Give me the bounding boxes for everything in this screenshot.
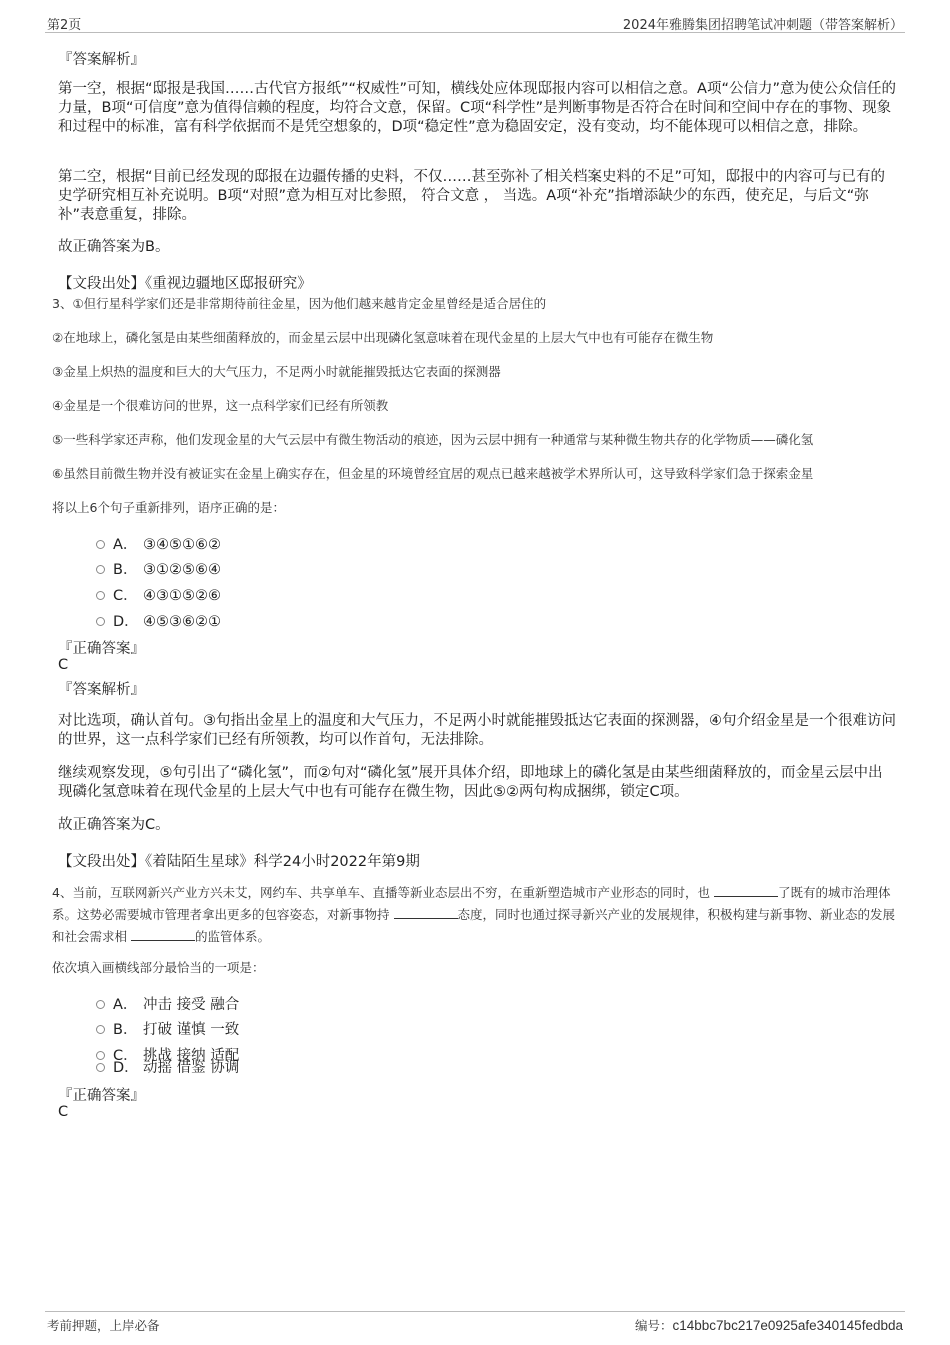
page-header [45,14,905,33]
q3-sentence-2: ②在地球上，磷化氢是由某些细菌释放的，而金星云层中出现磷化氢意味着在现代金星的上层大气中也有可能存在微生物 [52,330,714,345]
radio-button[interactable] [96,1000,105,1009]
q3-sentence-4: ④金星是一个很难访问的世界，这一点科学家们已经有所领教 [52,398,389,413]
q4-stem-part-1: 4、当前，互联网新兴产业方兴未艾，网约车、共享单车、直播等新业态层出不穷，在重新塑造城市产业形态的同时，也 [52,885,710,900]
q3-answer-label: 『正确答案』 [58,641,145,657]
q4-answer: C [58,1104,69,1120]
q3-answer: C [58,657,69,673]
q4-blank-1 [714,885,778,897]
q2-analysis-para-2: 第二空，根据“目前已经发现的邸报在边疆传播的史料，不仅……甚至弥补了相关档案史料的不足”可知，邸报中的内容可与已有的史学研究相互补充说明。B项“对照”意为相互对比参照， 符合文意 ， 当选。A项“补充”指增添缺少的东西，使充足，与后文“弥补”表意重复，排除。 [58,169,886,223]
q3-option-b[interactable]: B． ③①②⑤⑥④ [96,558,221,578]
q3-analysis-label: 『答案解析』 [58,682,145,698]
q3-conclusion: 故正确答案为C。 [58,817,170,833]
document-title: 2024年雅腾集团招聘笔试冲刺题（带答案解析） [622,18,903,33]
q2-analysis-para-1: 第一空，根据“邸报是我国……古代官方报纸”“权威性”可知，横线处应体现邸报内容可以相信之意。A项“公信力”意为使公众信任的力量，B项“可信度”意为值得信赖的程度，均符合文意，保留。C项“科学性”是判断事物是否符合在时间和空间中存在的事物、现象和过程中的标准，富有科学依据而不是凭空想象的，D项“稳定性”意为稳固安定，没有变动，均不能体现可以相信之意，排除。 [58,81,896,135]
q2-conclusion: 故正确答案为B。 [58,239,170,255]
q4-stem-part-3: 态度，同时也通过探寻新兴产业的发展规律，积极构建与新事物、新业态的发展和社会需求相 [52,907,896,944]
q3-source: 【文段出处】《着陆陌生星球》科学24小时2022年第9期 [58,854,420,870]
footer-slogan: 考前押题，上岸必备 [47,1318,160,1333]
q4-stem-part-4: 的监管体系。 [195,929,271,944]
radio-button[interactable] [96,591,105,600]
q3-sentence-1: 3、①但行星科学家们还是非常期待前往金星，因为他们越来越肯定金星曾经是适合居住的 [52,296,547,311]
q4-blank-3 [131,929,195,941]
page-number: 第2页 [47,18,82,33]
q4-prompt: 依次填入画横线部分最恰当的一项是： [52,960,265,975]
q4-option-a[interactable]: A． 冲击 接受 融合 [96,993,239,1013]
q4-option-c[interactable]: C． 挑战 接纳 适配 [96,1044,239,1064]
q3-sentence-3: ③金星上炽热的温度和巨大的大气压力，不足两小时就能摧毁抵达它表面的探测器 [52,364,501,379]
q3-sentence-5: ⑤一些科学家还声称，他们发现金星的大气云层中有微生物活动的痕迹，因为云层中拥有一种通常与某种微生物共存的化学物质——磷化氢 [52,432,814,447]
q3-sentence-6: ⑥虽然目前微生物并没有被证实在金星上确实存在，但金星的环境曾经宜居的观点已越来越被学术界所认可，这导致科学家们急于探索金星 [52,466,814,481]
q3-sentences [52,290,912,528]
radio-button[interactable] [96,1025,105,1034]
q3-prompt: 将以上6个句子重新排列，语序正确的是： [52,500,285,515]
q3-option-a[interactable]: A． ③④⑤①⑥② [96,533,221,553]
q3-analysis-para-2: 继续观察发现，⑤句引出了“磷化氢”，而②句对“磷化氢”展开具体介绍，即地球上的磷化氢是由某些细菌释放的，而金星云层中出现磷化氢意味着在现代金星的上层大气中也有可能存在微生物，因此⑤②两句构成捆绑，锁定C项。 [58,765,883,800]
radio-button[interactable] [96,617,105,626]
q2-analysis-label: 『答案解析』 [58,52,145,68]
q4-stem [52,882,902,948]
q2-source: 【文段出处】《重视边疆地区邸报研究》 [58,276,312,292]
q4-stem-part-2: 了既有的城市治理体系。这势必需要城市管理者拿出更多的包容姿态，对新事物持 [52,885,891,922]
page-footer [45,1311,905,1334]
q4-option-d[interactable]: D． 动摇 借鉴 协调 [96,1056,239,1076]
q3-option-d[interactable]: D． ④⑤③⑥②① [96,610,221,630]
footer-code: 编号：c14bbc7bc217e0925afe340145fedbda [635,1318,903,1333]
radio-button[interactable] [96,1063,105,1072]
radio-button[interactable] [96,565,105,574]
radio-button[interactable] [96,540,105,549]
q3-option-c[interactable]: C． ④③①⑤②⑥ [96,584,221,604]
q4-answer-label: 『正确答案』 [58,1088,145,1104]
q3-analysis-para-1: 对比选项，确认首句。③句指出金星上的温度和大气压力，不足两小时就能摧毁抵达它表面的探测器，④句介绍金星是一个很难访问的世界，这一点科学家们已经有所领教，均可以作首句，无法排除。 [58,713,896,748]
q4-option-b[interactable]: B． 打破 谨慎 一致 [96,1018,239,1038]
q4-blank-2 [394,907,458,919]
